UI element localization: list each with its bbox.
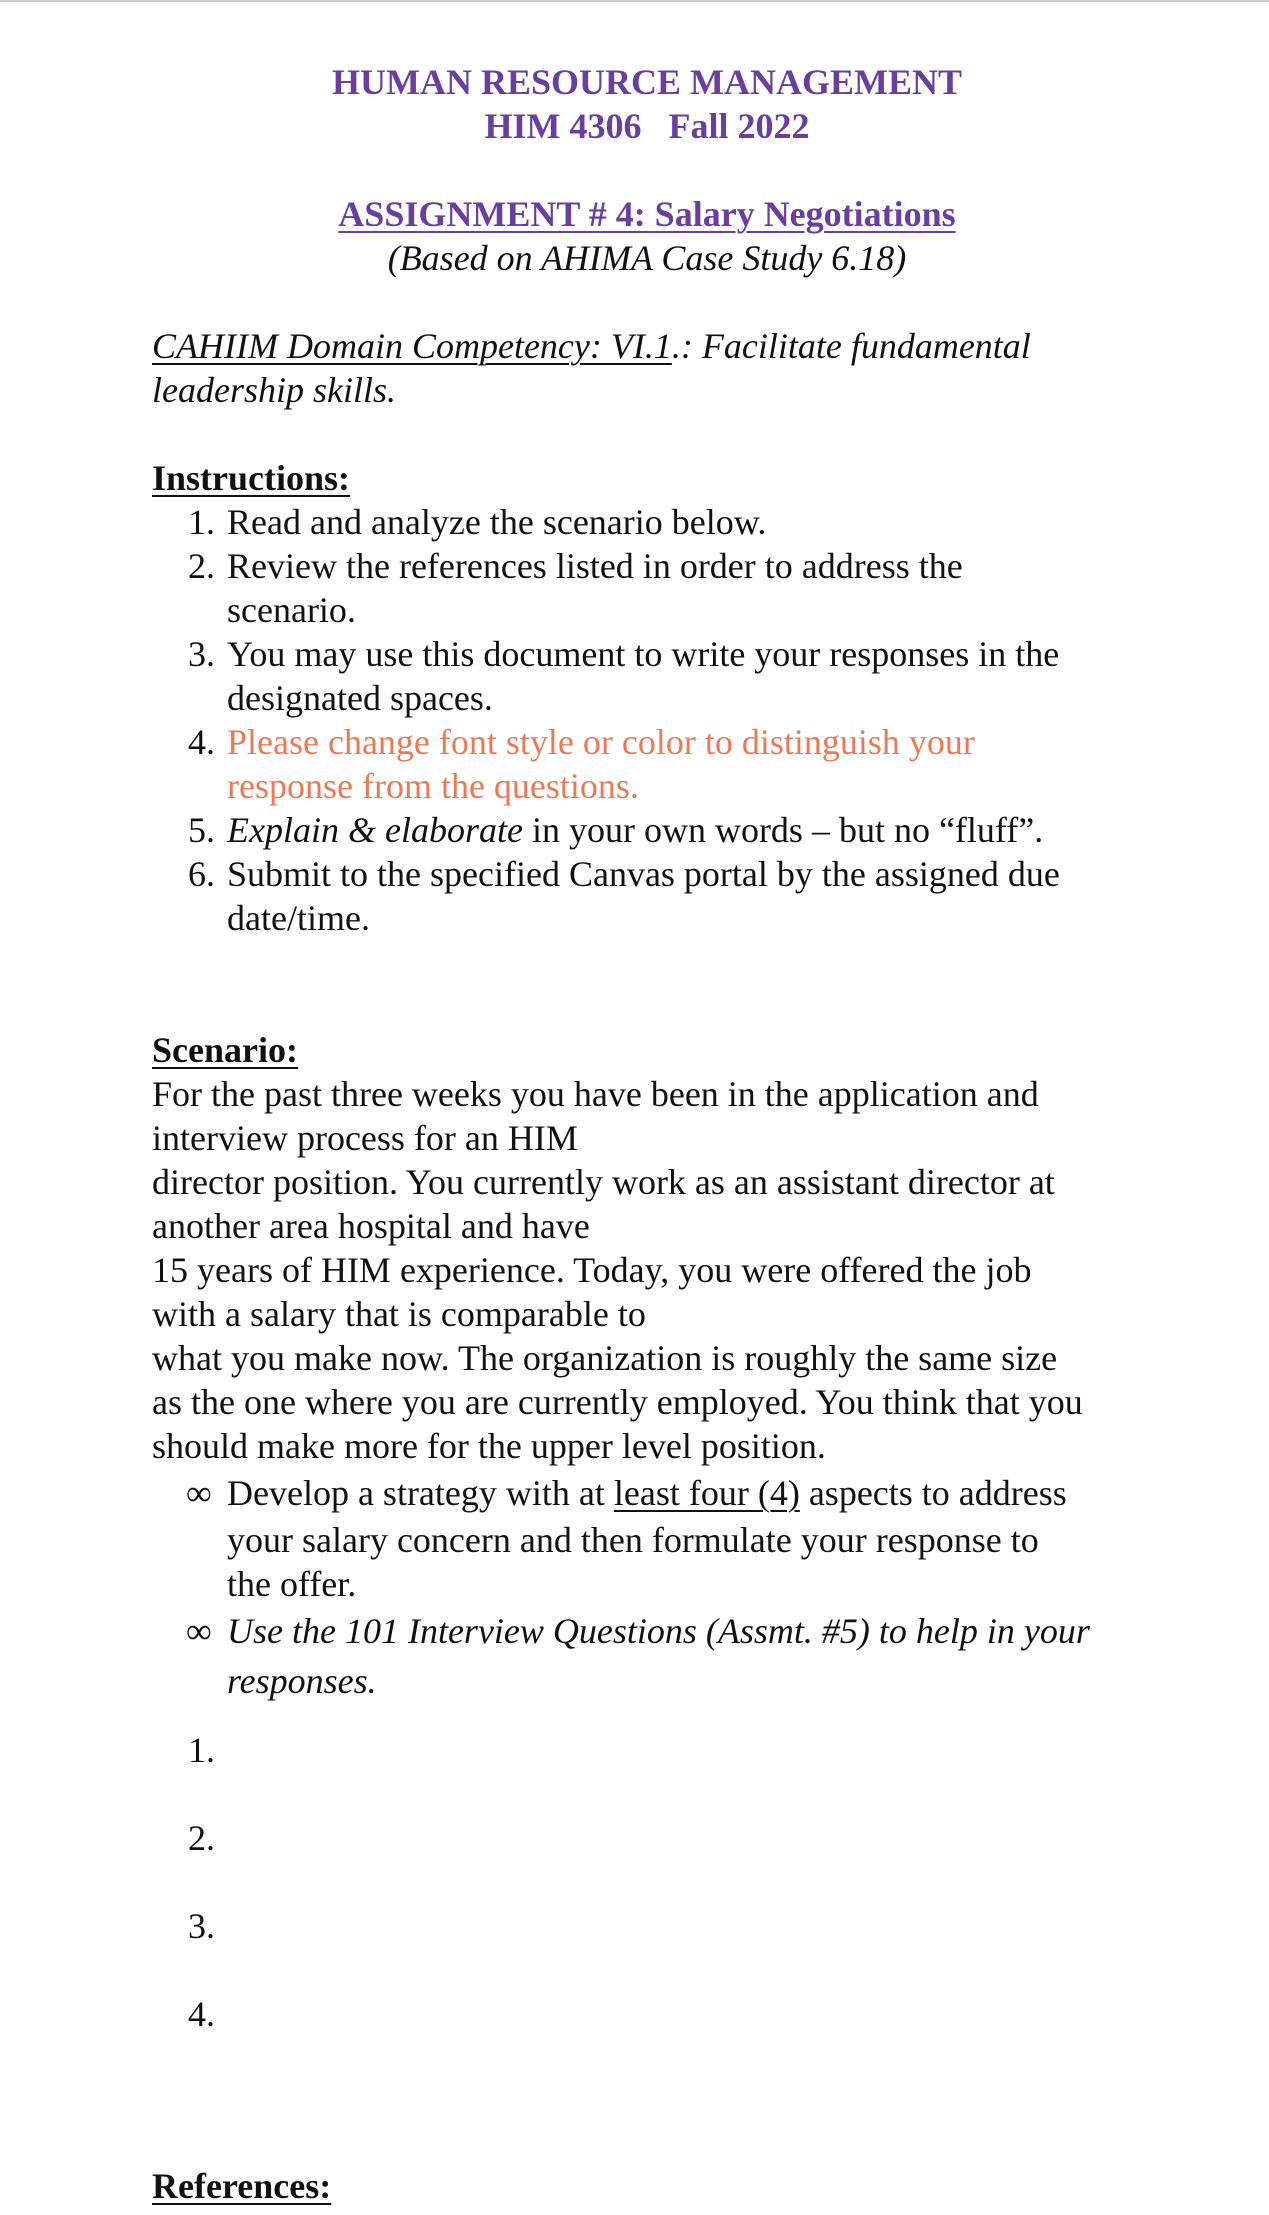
bullet-text: aspects to address xyxy=(799,1473,1067,1513)
bullet-text: your salary concern and then formulate your response to xyxy=(227,1520,1039,1560)
scenario-bullets xyxy=(152,1468,1142,1706)
list-item xyxy=(152,808,1142,852)
bullet-text-emphasis: least four (4) xyxy=(613,1473,800,1513)
bullet-item xyxy=(152,1606,1142,1706)
scenario-text: For the past three weeks you have been in the application and xyxy=(152,1074,1039,1114)
bullet-item xyxy=(152,1468,1142,1606)
scenario-text: another area hospital and have xyxy=(152,1206,590,1246)
competency-statement xyxy=(152,324,1142,412)
course-code: HIM 4306 xyxy=(484,106,642,146)
bullet-text: the offer. xyxy=(227,1564,357,1604)
spacer xyxy=(152,1706,1142,1728)
list-text: scenario. xyxy=(227,590,356,630)
list-text: Submit to the specified Canvas portal by the assigned due xyxy=(227,854,1060,894)
scenario-text: 15 years of HIM experience. Today, you were offered the job xyxy=(152,1250,1032,1290)
spacer xyxy=(152,280,1142,324)
competency-label: CAHIIM Domain Competency: VI.1 xyxy=(152,326,672,366)
top-divider xyxy=(0,0,1269,2)
instructions-heading: Instructions: xyxy=(152,458,351,498)
assignment-title: ASSIGNMENT # 4: Salary Negotiations xyxy=(338,194,956,234)
scenario-text: as the one where you are currently employed. You think that you xyxy=(152,1382,1083,1422)
list-text: date/time. xyxy=(227,898,370,938)
response-slots xyxy=(152,1728,1142,2080)
list-text-emphasis: Explain & elaborate xyxy=(227,810,523,850)
list-number: 2. xyxy=(188,546,215,586)
instructions-section xyxy=(152,456,1142,940)
list-number: 1. xyxy=(188,502,215,542)
bullet-text: Develop a strategy with at xyxy=(227,1473,614,1513)
assignment-source: (Based on AHIMA Case Study 6.18) xyxy=(387,238,907,278)
spacer xyxy=(152,940,1142,984)
list-text: designated spaces. xyxy=(227,678,493,718)
spacer xyxy=(152,412,1142,456)
list-text: in your own words – but no “fluff”. xyxy=(522,810,1044,850)
course-term: Fall 2022 xyxy=(668,106,810,146)
list-text: Review the references listed in order to address the xyxy=(227,546,963,586)
response-slot[interactable] xyxy=(152,1728,1142,1816)
scenario-text: should make more for the upper level position. xyxy=(152,1426,826,1466)
list-item xyxy=(152,500,1142,544)
scenario-text: interview process for an HIM xyxy=(152,1118,578,1158)
list-number: 6. xyxy=(188,854,215,894)
infinity-bullet-icon: ∞ xyxy=(186,1611,212,1651)
references-heading: References: xyxy=(152,2166,332,2206)
response-number: 1. xyxy=(188,1730,215,1770)
list-number: 3. xyxy=(188,634,215,674)
list-item xyxy=(152,852,1142,940)
scenario-section xyxy=(152,1028,1142,2080)
infinity-bullet-icon: ∞ xyxy=(186,1473,212,1513)
list-text-highlight: response from the questions. xyxy=(227,766,639,806)
competency-separator: .: xyxy=(671,326,693,366)
course-code-term xyxy=(152,104,1142,148)
spacer xyxy=(152,148,1142,192)
scenario-text: director position. You currently work as an assistant director at xyxy=(152,1162,1055,1202)
list-item xyxy=(152,544,1142,632)
assignment-header xyxy=(152,192,1142,280)
spacer xyxy=(152,984,1142,1028)
bullet-text: Use the 101 Interview Questions (Assmt. #5) to help in your xyxy=(227,1611,1090,1651)
competency-text-line2: leadership skills. xyxy=(152,370,396,410)
bullet-text: responses. xyxy=(227,1661,377,1701)
response-number: 3. xyxy=(188,1906,215,1946)
course-title: HUMAN RESOURCE MANAGEMENT xyxy=(332,62,962,102)
list-text: Read and analyze the scenario below. xyxy=(227,502,767,542)
list-text-highlight: Please change font style or color to distinguish your xyxy=(227,722,975,762)
response-slot[interactable] xyxy=(152,1816,1142,1904)
scenario-text: with a salary that is comparable to xyxy=(152,1294,646,1334)
spacer xyxy=(152,2080,1142,2164)
course-header xyxy=(152,60,1142,148)
scenario-heading: Scenario: xyxy=(152,1030,298,1070)
list-number: 4. xyxy=(188,722,215,762)
list-text: You may use this document to write your responses in the xyxy=(227,634,1060,674)
response-slot[interactable] xyxy=(152,1992,1142,2080)
instructions-list xyxy=(152,500,1142,940)
scenario-text: what you make now. The organization is roughly the same size xyxy=(152,1338,1058,1378)
document-page xyxy=(152,60,1142,2208)
list-item xyxy=(152,720,1142,808)
response-number: 4. xyxy=(188,1994,215,2034)
response-number: 2. xyxy=(188,1818,215,1858)
list-number: 5. xyxy=(188,810,215,850)
competency-text-line1: Facilitate fundamental xyxy=(692,326,1031,366)
response-slot[interactable] xyxy=(152,1904,1142,1992)
list-item xyxy=(152,632,1142,720)
